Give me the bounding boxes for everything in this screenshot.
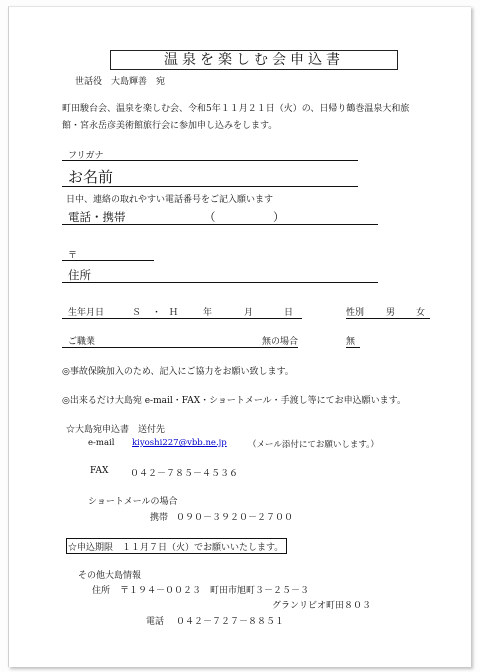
occupation-field[interactable] <box>62 334 298 348</box>
email-link[interactable]: kiyoshi227@vbb.ne.jp <box>132 438 227 448</box>
mobile-number: ０９０－３９２０－２７００ <box>176 513 294 523</box>
fax-number: ０４２－７８５－４５３６ <box>130 469 239 479</box>
month-label: 月 <box>244 308 254 318</box>
era-separator: ・ <box>152 308 162 318</box>
phone-label: 電話・携帯 <box>68 210 126 224</box>
occupation-none-field[interactable] <box>346 334 360 348</box>
none-case-label: 無の場合 <box>262 337 299 347</box>
day-label: 日 <box>284 308 294 318</box>
birth-label: 生年月日 <box>68 308 105 318</box>
address-label: 住所 <box>68 268 91 282</box>
postal-code-field[interactable] <box>62 248 154 261</box>
none-label: 無 <box>346 337 356 347</box>
era-heisei: Ｈ <box>169 308 179 318</box>
gender-field[interactable] <box>346 305 430 319</box>
year-label: 年 <box>203 308 213 318</box>
send-to-header: ☆大島宛申込書 送付先 <box>66 425 166 435</box>
sms-header: ショートメールの場合 <box>88 497 178 507</box>
email-note: （メール添付にてお願いします。） <box>248 440 379 450</box>
phone-info-label: 電話 <box>146 617 165 627</box>
email-label: e-mail <box>88 438 115 448</box>
gender-label: 性別 <box>346 308 365 318</box>
daytime-phone-note: 日中、連絡の取れやすい電話番号をご記入願います <box>66 195 274 205</box>
form-title: 温泉を楽しむ会申込書 <box>110 50 398 70</box>
intro-line-1: 町田駿台会、温泉を楽しむ会、令和5年１１月２１日（火）の、日帰り鶴巻温泉大和旅 <box>62 104 410 114</box>
insurance-note: ◎事故保険加入のため、記入にご協力をお願い致します。 <box>62 367 294 377</box>
birth-date-field[interactable] <box>62 305 302 319</box>
occupation-label: ご職業 <box>68 337 96 347</box>
address-info-building: グランリビオ町田８０３ <box>272 601 372 611</box>
submission-note: ◎出来るだけ大島宛 e-mail・FAX・ショートメール・手渡し等にてお申込願います。 <box>62 396 406 406</box>
address-field[interactable] <box>62 266 378 283</box>
furigana-label: フリガナ <box>68 151 104 161</box>
phone-area-code-paren: （ ） <box>204 210 285 224</box>
address-info-label: 住所 <box>92 586 111 596</box>
phone-info-value: ０４２－７２７－８８５１ <box>176 617 285 627</box>
furigana-field[interactable] <box>62 148 358 161</box>
addressee: 世話役 大島輝善 宛 <box>75 77 166 87</box>
gender-male: 男 <box>386 308 396 318</box>
intro-line-2: 館・宮永岳彦美術館旅行会に参加申し込みをします。 <box>62 121 278 131</box>
address-info-value: 〒１９４－００２３ 町田市旭町３－２５－３ <box>120 586 310 596</box>
mobile-label: 携帯 <box>150 513 169 523</box>
name-label: お名前 <box>68 168 114 186</box>
gender-female: 女 <box>416 308 426 318</box>
postal-mark: 〒 <box>68 251 78 261</box>
deadline-notice: ☆申込期限 １１月７日（火）でお願いいたします。 <box>66 538 287 554</box>
fax-label: FAX <box>90 466 109 476</box>
era-showa: Ｓ <box>132 308 142 318</box>
other-info-header: その他大島情報 <box>78 571 142 581</box>
phone-field[interactable] <box>62 208 378 225</box>
name-field[interactable] <box>62 166 358 187</box>
